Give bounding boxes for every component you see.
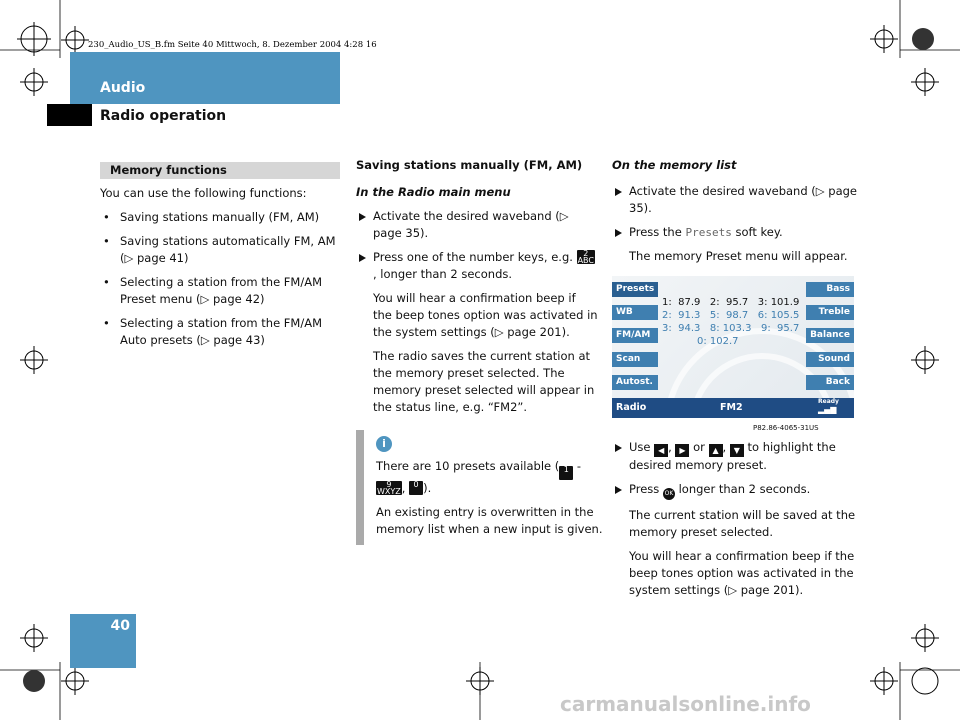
- step-use-arrows: Use ◀ , ▶ or ▲ , ▼ to highlight the desired memory preset.: [612, 439, 857, 474]
- step-press-ok: [612, 481, 857, 500]
- step-press-number-key: [356, 249, 598, 283]
- balance-softkey[interactable]: Balance: [806, 328, 854, 343]
- number-key-0-icon: [409, 481, 423, 495]
- key-letters: WXYZ: [377, 487, 401, 496]
- memory-list-steps: [612, 183, 857, 241]
- memory-functions-heading: Memory functions: [100, 162, 340, 179]
- preset-list: [662, 296, 799, 348]
- status-ready: Ready: [818, 398, 839, 405]
- right-column-top: [612, 157, 857, 272]
- info-box: [356, 430, 616, 545]
- step-text: to highlight the desired memory preset.: [629, 440, 836, 472]
- key-digit: 2: [583, 249, 589, 258]
- radio-main-menu-subheading: In the Radio main menu: [356, 185, 511, 199]
- list-item: • Selecting a station from the FM/AM Preset menu (▷ page 42): [100, 274, 345, 308]
- header-marker: [47, 104, 92, 126]
- signal-icon: ▂▄▆: [818, 405, 837, 414]
- intro-text: You can use the following functions:: [100, 186, 307, 200]
- preset-row[interactable]: 0: 102.7: [662, 336, 739, 347]
- wb-softkey[interactable]: WB: [612, 305, 658, 320]
- number-key-1-icon: [559, 466, 573, 480]
- step-text: Press the: [629, 225, 682, 239]
- status-line: [612, 398, 854, 418]
- confirmation-beep-text: You will hear a confirmation beep if the beep tones option was activated in the system settings (▷ page 201).: [373, 291, 598, 339]
- arrow-right-icon: ▶: [675, 444, 689, 457]
- memory-list-heading: On the memory list: [612, 158, 737, 172]
- left-column: [100, 185, 345, 356]
- presets-softkey-label: Presets: [685, 226, 732, 239]
- step-text: Press one of the number keys, e.g.: [373, 250, 573, 264]
- info-icon: i: [376, 436, 392, 452]
- info-text: There are 10 presets available (: [376, 459, 560, 473]
- list-item: • Selecting a station from the FM/AM Auto presets (▷ page 43): [100, 315, 345, 349]
- preset-row[interactable]: 2: 91.3 5: 98.7 6: 105.5: [662, 310, 800, 321]
- step-text: , longer than 2 seconds.: [373, 267, 513, 281]
- info-text: -: [573, 459, 582, 473]
- arrow-down-icon: ▼: [730, 444, 744, 457]
- right-column-bottom: [612, 439, 857, 606]
- fm-am-softkey[interactable]: FM/AM: [612, 328, 658, 343]
- scan-softkey[interactable]: Scan: [612, 352, 658, 367]
- list-item: • Saving stations manually (FM, AM): [100, 209, 345, 226]
- step-text: soft key.: [735, 225, 783, 239]
- manual-saving-heading: Saving stations manually (FM, AM): [356, 158, 583, 172]
- autostore-softkey[interactable]: Autost.: [612, 375, 658, 390]
- radio-saves-text: The radio saves the current station at the memory preset selected. The memory preset selected will appear in the status line, e.g. “FM2”.: [373, 349, 595, 414]
- manual-steps: [356, 208, 598, 283]
- status-source: Radio: [616, 402, 647, 413]
- presets-available-text: There are 10 presets available ( 1 - 9 WXYZ, 0 _ ).: [376, 459, 582, 496]
- function-list: [100, 209, 345, 349]
- arrow-left-icon: ◀: [654, 444, 668, 457]
- page-number: 40: [110, 618, 130, 634]
- back-softkey[interactable]: Back: [806, 375, 854, 390]
- arrow-up-icon: ▲: [709, 444, 723, 457]
- file-info-line: 230_Audio_US_B.fm Seite 40 Mittwoch, 8. Dezember 2004 4:28 16: [88, 40, 377, 50]
- number-key-2-icon: [577, 250, 595, 264]
- bass-softkey[interactable]: Bass: [806, 282, 854, 297]
- figure-caption: P82.86-4065-31US: [753, 424, 819, 432]
- header-band: [70, 52, 340, 104]
- radio-display-screenshot: [612, 276, 854, 418]
- status-band: FM2: [720, 402, 743, 413]
- overwrite-text: An existing entry is overwritten in the memory list when a new input is given.: [376, 505, 603, 536]
- key-digit: 9: [386, 480, 392, 489]
- step-text: Use: [629, 440, 651, 454]
- number-key-9-icon: [376, 481, 402, 495]
- info-text: ).: [423, 481, 432, 495]
- sound-softkey[interactable]: Sound: [806, 352, 854, 367]
- middle-column: [356, 157, 598, 423]
- step-activate-waveband: Activate the desired waveband (▷ page 35).: [356, 208, 598, 242]
- step-activate-waveband: Activate the desired waveband (▷ page 35).: [612, 183, 857, 217]
- treble-softkey[interactable]: Treble: [806, 305, 854, 320]
- section-title: Audio: [100, 80, 146, 96]
- preset-menu-appears-text: The memory Preset menu will appear.: [629, 249, 848, 263]
- key-letters: _: [414, 487, 419, 496]
- presets-softkey[interactable]: Presets: [612, 282, 658, 297]
- step-text: Press: [629, 482, 660, 496]
- key-letters: ABC: [577, 256, 594, 265]
- preset-row[interactable]: 3: 94.3 8: 103.3 9: 95.7: [662, 323, 800, 334]
- key-digit: 1: [563, 465, 569, 474]
- key-digit: 0: [413, 480, 419, 489]
- step-press-presets: [612, 224, 857, 241]
- station-saved-text: The current station will be saved at the memory preset selected.: [629, 508, 856, 539]
- highlight-steps: [612, 439, 857, 500]
- confirmation-beep-text: You will hear a confirmation beep if the beep tones option was activated in the system settings (▷ page 201).: [629, 549, 855, 597]
- preset-row[interactable]: 1: 87.9 2: 95.7 3: 101.9: [662, 297, 800, 308]
- watermark: carmanualsonline.info: [560, 692, 811, 716]
- subsection-title: Radio operation: [100, 108, 227, 124]
- ok-button-icon: OK: [663, 488, 675, 500]
- step-text: longer than 2 seconds.: [678, 482, 811, 496]
- step-text: or: [693, 440, 705, 454]
- list-item: • Saving stations automatically FM, AM (▷ page 41): [100, 233, 345, 267]
